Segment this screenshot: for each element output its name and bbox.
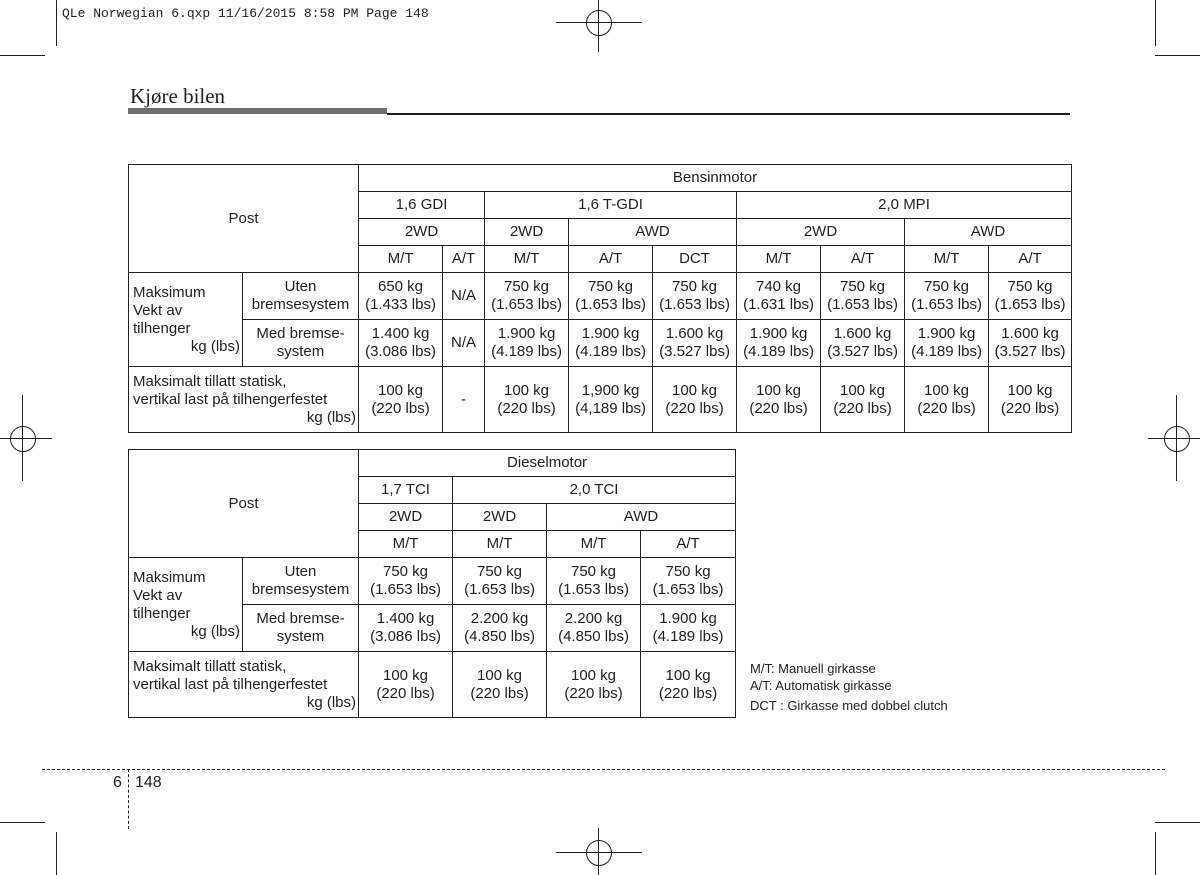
note-at: A/T: Automatisk girkasse xyxy=(750,678,892,693)
value-cell: 1.900 kg (4.189 lbs) xyxy=(737,320,821,367)
value-cell: 1,900 kg (4,189 lbs) xyxy=(569,367,653,433)
value-cell: 1.600 kg (3.527 lbs) xyxy=(653,320,737,367)
note-dct: DCT : Girkasse med dobbel clutch xyxy=(750,698,948,713)
value-cell: 2.200 kg (4.850 lbs) xyxy=(547,605,641,652)
static-load-label: Maksimalt tillatt statisk, vertikal last på tilhengerfestet kg (lbs) xyxy=(129,367,359,433)
value-cell: 1.900 kg (4.189 lbs) xyxy=(485,320,569,367)
drive-header: AWD xyxy=(569,219,737,246)
value-cell: 750 kg (1.653 lbs) xyxy=(989,273,1072,320)
value-cell: 750 kg (1.653 lbs) xyxy=(569,273,653,320)
drive-header: 2WD xyxy=(737,219,905,246)
value-cell: - xyxy=(443,367,485,433)
value-cell: 100 kg (220 lbs) xyxy=(485,367,569,433)
value-cell: 750 kg (1.653 lbs) xyxy=(485,273,569,320)
unbraked-label: Uten bremsesystem xyxy=(243,558,359,605)
drive-header: 2WD xyxy=(485,219,569,246)
transmission-header: M/T xyxy=(485,246,569,273)
table-row xyxy=(129,558,736,605)
max-weight-label: Maksimum Vekt av tilhenger kg (lbs) xyxy=(129,273,243,367)
value-cell: 100 kg (220 lbs) xyxy=(737,367,821,433)
value-cell: 740 kg (1.631 lbs) xyxy=(737,273,821,320)
engine-header: 1,6 GDI xyxy=(359,192,485,219)
value-cell: 100 kg (220 lbs) xyxy=(453,652,547,718)
value-cell: 100 kg (220 lbs) xyxy=(821,367,905,433)
drive-header: 2WD xyxy=(359,219,485,246)
value-cell: 750 kg (1.653 lbs) xyxy=(905,273,989,320)
engine-header: 1,6 T-GDI xyxy=(485,192,737,219)
value-cell: 100 kg (220 lbs) xyxy=(641,652,736,718)
value-cell: 750 kg (1.653 lbs) xyxy=(653,273,737,320)
value-cell: 1.400 kg (3.086 lbs) xyxy=(359,320,443,367)
value-cell: 2.200 kg (4.850 lbs) xyxy=(453,605,547,652)
transmission-header: A/T xyxy=(569,246,653,273)
value-cell: 1.600 kg (3.527 lbs) xyxy=(821,320,905,367)
value-cell: 1.900 kg (4.189 lbs) xyxy=(569,320,653,367)
diesel-towing-table xyxy=(128,449,736,718)
braked-label: Med bremse- system xyxy=(243,320,359,367)
petrol-towing-table xyxy=(128,164,1072,433)
engine-type-header: Dieselmotor xyxy=(359,450,736,477)
engine-header: 1,7 TCI xyxy=(359,477,453,504)
value-cell: 750 kg (1.653 lbs) xyxy=(821,273,905,320)
drive-header: 2WD xyxy=(359,504,453,531)
value-cell: N/A xyxy=(443,320,485,367)
header-rule-thick xyxy=(128,108,387,114)
note-mt: M/T: Manuell girkasse xyxy=(750,661,876,676)
section-title: Kjøre bilen xyxy=(130,84,226,108)
value-cell: 100 kg (220 lbs) xyxy=(653,367,737,433)
value-cell: 1.900 kg (4.189 lbs) xyxy=(641,605,736,652)
post-header: Post xyxy=(129,165,359,273)
transmission-header: M/T xyxy=(359,531,453,558)
value-cell: 1.900 kg (4.189 lbs) xyxy=(905,320,989,367)
value-cell: 100 kg (220 lbs) xyxy=(359,652,453,718)
engine-header: 2,0 MPI xyxy=(737,192,1072,219)
engine-header: 2,0 TCI xyxy=(453,477,736,504)
transmission-header: M/T xyxy=(453,531,547,558)
transmission-header: M/T xyxy=(905,246,989,273)
table-row xyxy=(129,367,1072,433)
post-header: Post xyxy=(129,450,359,558)
value-cell: 1.600 kg (3.527 lbs) xyxy=(989,320,1072,367)
table-row xyxy=(129,320,1072,367)
braked-label: Med bremse- system xyxy=(243,605,359,652)
table-row xyxy=(129,273,1072,320)
value-cell: 750 kg (1.653 lbs) xyxy=(453,558,547,605)
max-weight-label: Maksimum Vekt av tilhenger kg (lbs) xyxy=(129,558,243,652)
header-rule-thin xyxy=(387,113,1070,115)
footer-rule xyxy=(42,769,1165,770)
value-cell: 100 kg (220 lbs) xyxy=(547,652,641,718)
value-cell: 750 kg (1.653 lbs) xyxy=(547,558,641,605)
slug-line: QLe Norwegian 6.qxp 11/16/2015 8:58 PM Page 148 xyxy=(62,6,429,21)
footer-divider xyxy=(128,769,129,829)
value-cell: N/A xyxy=(443,273,485,320)
page-number: 148 xyxy=(135,774,162,791)
table-row xyxy=(129,652,736,718)
transmission-header: M/T xyxy=(737,246,821,273)
transmission-header: A/T xyxy=(641,531,736,558)
transmission-header: A/T xyxy=(821,246,905,273)
chapter-number: 6 xyxy=(113,774,122,791)
transmission-header: A/T xyxy=(443,246,485,273)
value-cell: 100 kg (220 lbs) xyxy=(989,367,1072,433)
transmission-header: M/T xyxy=(359,246,443,273)
value-cell: 750 kg (1.653 lbs) xyxy=(359,558,453,605)
transmission-header: DCT xyxy=(653,246,737,273)
value-cell: 1.400 kg (3.086 lbs) xyxy=(359,605,453,652)
value-cell: 750 kg (1.653 lbs) xyxy=(641,558,736,605)
value-cell: 100 kg (220 lbs) xyxy=(905,367,989,433)
drive-header: AWD xyxy=(905,219,1072,246)
transmission-header: M/T xyxy=(547,531,641,558)
drive-header: AWD xyxy=(547,504,736,531)
drive-header: 2WD xyxy=(453,504,547,531)
value-cell: 100 kg (220 lbs) xyxy=(359,367,443,433)
engine-type-header: Bensinmotor xyxy=(359,165,1072,192)
unbraked-label: Uten bremsesystem xyxy=(243,273,359,320)
value-cell: 650 kg (1.433 lbs) xyxy=(359,273,443,320)
transmission-header: A/T xyxy=(989,246,1072,273)
static-load-label: Maksimalt tillatt statisk, vertikal last på tilhengerfestet kg (lbs) xyxy=(129,652,359,718)
